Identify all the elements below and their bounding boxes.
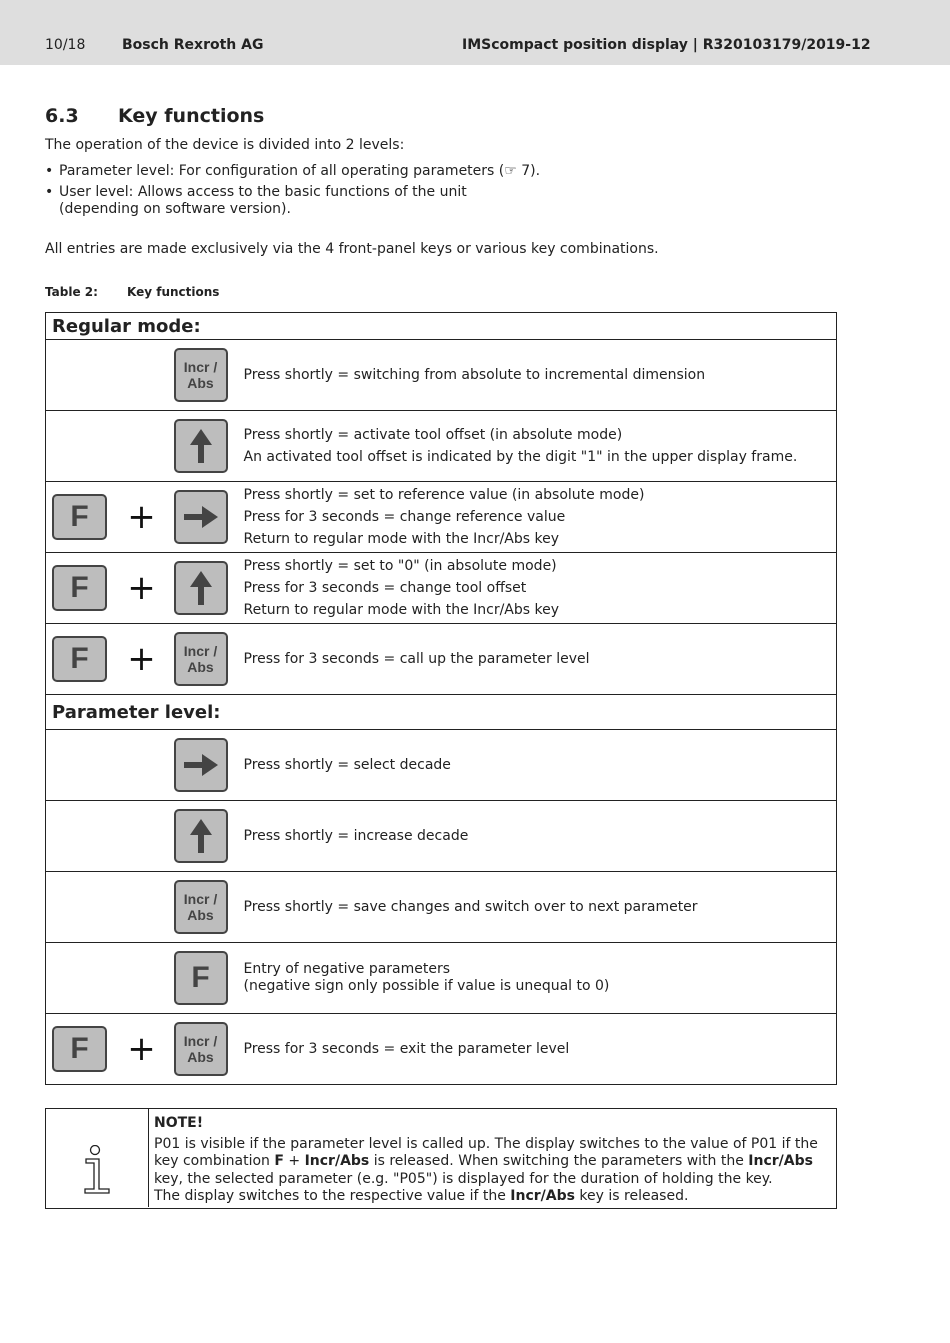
arrow-up-icon [190,819,212,853]
arrow-up-icon [190,429,212,463]
incr-abs-key: Incr / Abs [174,348,228,402]
key-description: Press for 3 seconds = exit the parameter level [236,1014,837,1085]
list-item: • Parameter level: For configuration of all operating parameters (☞ 7). [45,163,540,180]
section-number: 6.3 [45,105,79,127]
f-key: F [52,1026,107,1072]
arrow-up-icon [190,571,212,605]
incr-abs-key: Incr / Abs [174,880,228,934]
note-body: P01 is visible if the parameter level is called up. The display switches to the value of P01 if the key combination F + Incr/Abs is released. When switching the parameters with the Incr/Abs key, the selected parameter (e.g. "P05") is displayed for the duration of holding the key. The display switches to the respective value if the Incr/Abs key is released. [154,1135,818,1204]
document-title: IMScompact position display | R320103179/2019-12 [462,37,871,53]
table-row [46,553,837,624]
key-description: Press for 3 seconds = call up the parameter level [236,624,837,695]
arrow-right-icon [184,506,218,528]
key-description: Press shortly = select decade [236,730,837,801]
table-row [46,411,837,482]
table-caption-number: Table 2: [45,285,98,299]
entries-text: All entries are made exclusively via the 4 front-panel keys or various key combinations. [45,241,659,257]
section-heading [45,105,264,127]
table-row [46,624,837,695]
info-icon [82,1145,112,1195]
arrow-right-icon [184,754,218,776]
section-title: Key functions [118,105,265,127]
table-row [46,695,837,730]
up-arrow-key [174,561,228,615]
table-row [46,313,837,340]
up-arrow-key [174,419,228,473]
list-item: • User level: Allows access to the basic functions of the unit (depending on software version). [45,184,540,218]
page-header [0,0,950,65]
plus-sign: + [127,497,156,537]
key-functions-table [45,312,837,1085]
key-description: Press shortly = set to reference value (in absolute mode) Press for 3 seconds = change reference value Return to regular mode with the Incr/Abs key [236,482,837,553]
key-description: Entry of negative parameters (negative sign only possible if value is unequal to 0) [236,943,837,1014]
right-arrow-key [174,738,228,792]
key-description: Press shortly = save changes and switch over to next parameter [236,872,837,943]
table-row [46,340,837,411]
parameter-level-heading: Parameter level: [46,695,837,730]
company-name: Bosch Rexroth AG [122,37,264,53]
up-arrow-key [174,809,228,863]
incr-abs-key: Incr / Abs [174,632,228,686]
plus-sign: + [127,1029,156,1069]
f-key: F [52,565,107,611]
plus-sign: + [127,639,156,679]
table-caption [45,285,219,299]
page-number: 10/18 [45,37,86,53]
right-arrow-key [174,490,228,544]
table-row [46,730,837,801]
f-key: F [52,636,107,682]
table-row [46,1014,837,1085]
table-row [46,943,837,1014]
incr-abs-key: Incr / Abs [174,1022,228,1076]
key-description: Press shortly = increase decade [236,801,837,872]
table-caption-title: Key functions [127,285,220,299]
plus-sign: + [127,568,156,608]
key-description: Press shortly = switching from absolute to incremental dimension [236,340,837,411]
levels-list [45,163,540,222]
regular-mode-heading: Regular mode: [46,313,837,340]
table-row [46,801,837,872]
key-description: Press shortly = activate tool offset (in absolute mode) An activated tool offset is indicated by the digit "1" in the upper display frame. [236,411,837,482]
f-key: F [52,494,107,540]
note-box [45,1108,837,1209]
f-key: F [174,951,228,1005]
table-row [46,482,837,553]
note-title: NOTE! [154,1115,204,1131]
intro-text: The operation of the device is divided into 2 levels: [45,137,405,153]
table-row [46,872,837,943]
key-description: Press shortly = set to "0" (in absolute mode) Press for 3 seconds = change tool offset Return to regular mode with the Incr/Abs key [236,553,837,624]
